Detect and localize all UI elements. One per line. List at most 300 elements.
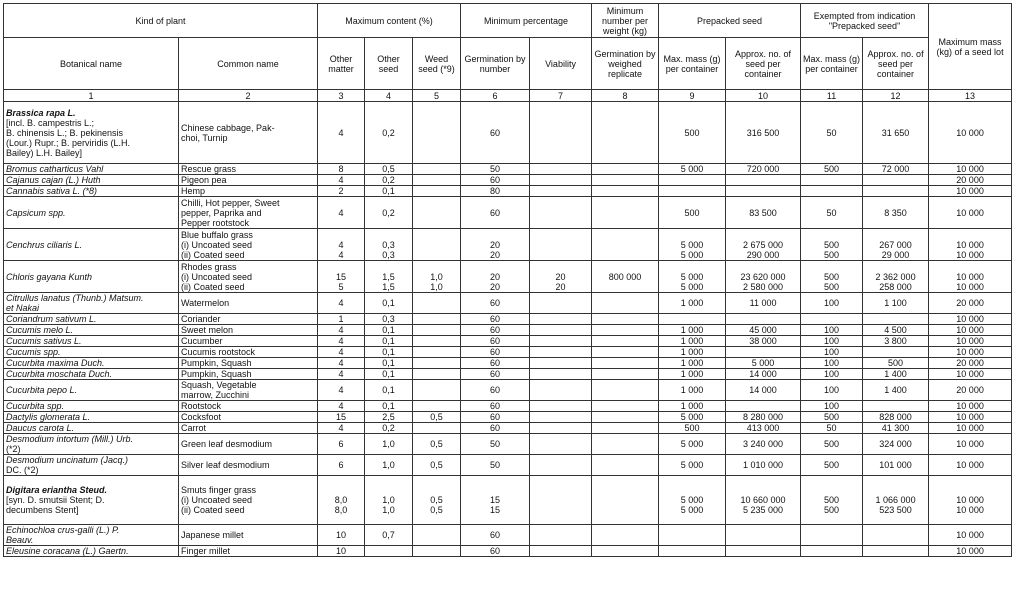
- common-name-line: (i) Uncoated seed: [181, 495, 253, 505]
- other-matter-cell: [318, 102, 365, 164]
- header-other-seed: Other seed: [365, 38, 413, 90]
- germination-by-weight-cell: [592, 164, 659, 175]
- cell-value: 29 000: [881, 249, 910, 260]
- common-name-line: Smuts finger grass: [181, 485, 257, 495]
- header-minimum-number: Minimum number per weight (kg): [592, 4, 659, 38]
- cell-value: 4: [338, 423, 344, 433]
- cell-value: [728, 262, 798, 272]
- germination-by-number-cell: [461, 546, 530, 557]
- header-common-name: Common name: [179, 38, 318, 90]
- cell-value: 20 000: [956, 385, 984, 395]
- table-row: [4, 336, 1012, 347]
- viability-cell: [530, 546, 592, 557]
- table-row: [4, 102, 1012, 164]
- max-lot-mass-cell: [929, 229, 1012, 261]
- seed-requirements-table: [3, 3, 1012, 557]
- weed-seed-cell: [413, 525, 461, 546]
- cell-value: 10 000: [956, 369, 984, 379]
- cell-value: 60: [490, 401, 501, 411]
- cell-value: [320, 262, 362, 272]
- prepacked-approx-seeds-cell: [726, 347, 801, 358]
- germination-by-weight-cell: [592, 293, 659, 314]
- exempt-approx-seeds-cell: [863, 229, 929, 261]
- common-name-cell: [179, 175, 318, 186]
- max-lot-mass-cell: [929, 197, 1012, 229]
- header-botanical-name: Botanical name: [4, 38, 179, 90]
- cell-value: 413 000: [746, 423, 780, 433]
- botanical-name-line: Bromus catharticus Vahl: [6, 164, 104, 174]
- cell-value: 100: [824, 401, 840, 411]
- cell-value: 500: [824, 271, 840, 282]
- other-matter-cell: [318, 314, 365, 325]
- cell-value: 20: [555, 271, 566, 282]
- germination-by-number-cell: [461, 412, 530, 423]
- cell-value: 15: [490, 495, 501, 505]
- cell-value: 10 000: [956, 530, 984, 540]
- viability-cell: [530, 197, 592, 229]
- header-viability: Viability: [530, 38, 592, 90]
- column-number: 1: [4, 90, 179, 102]
- prepacked-approx-seeds-cell: [726, 380, 801, 401]
- common-name-cell: [179, 325, 318, 336]
- max-lot-mass-cell: [929, 293, 1012, 314]
- cell-value: 60: [490, 175, 501, 185]
- cell-value: 5 000: [680, 281, 704, 292]
- common-name-line: Carrot: [181, 423, 207, 433]
- common-name-cell: [179, 423, 318, 434]
- cell-value: 1 400: [884, 385, 907, 395]
- cell-value: 10 000: [956, 239, 984, 250]
- cell-value: 20: [490, 281, 501, 292]
- exempt-max-mass-cell: [801, 293, 863, 314]
- common-name-line: Squash, Vegetable: [181, 380, 257, 390]
- cell-value: 1 000: [680, 325, 704, 335]
- viability-cell: [530, 369, 592, 380]
- botanical-name-cell: [4, 525, 179, 546]
- cell-value: 1,0: [382, 439, 395, 449]
- germination-by-weight-cell: [592, 525, 659, 546]
- germination-by-weight-cell: [592, 325, 659, 336]
- botanical-name-line: Citrullus lanatus (Thunb.) Matsum.: [6, 293, 144, 303]
- cell-value: 0,1: [382, 186, 395, 196]
- botanical-name-cell: [4, 325, 179, 336]
- exempt-max-mass-cell: [801, 102, 863, 164]
- viability-cell: [530, 358, 592, 369]
- exempt-approx-seeds-cell: [863, 186, 929, 197]
- common-name-line: Pumpkin, Squash: [181, 358, 252, 368]
- weed-seed-cell: [413, 164, 461, 175]
- column-number: 4: [365, 90, 413, 102]
- other-seed-cell: [365, 369, 413, 380]
- other-seed-cell: [365, 314, 413, 325]
- prepacked-approx-seeds-cell: [726, 293, 801, 314]
- max-lot-mass-cell: [929, 401, 1012, 412]
- common-name-line: Cocksfoot: [181, 412, 222, 422]
- prepacked-approx-seeds-cell: [726, 525, 801, 546]
- cell-value: 50: [826, 207, 837, 218]
- viability-cell: [530, 455, 592, 476]
- other-seed-cell: [365, 175, 413, 186]
- cell-value: [415, 262, 458, 272]
- common-name-cell: [179, 229, 318, 261]
- table-row: [4, 525, 1012, 546]
- cell-value: [728, 485, 798, 495]
- cell-value: 4: [338, 175, 344, 185]
- germination-by-number-cell: [461, 423, 530, 434]
- germination-by-number-cell: [461, 186, 530, 197]
- other-seed-cell: [365, 197, 413, 229]
- cell-value: [367, 230, 410, 240]
- exempt-approx-seeds-cell: [863, 380, 929, 401]
- cell-value: 31 650: [881, 127, 910, 138]
- max-lot-mass-cell: [929, 261, 1012, 293]
- prepacked-max-mass-cell: [659, 380, 726, 401]
- cell-value: 0,7: [382, 530, 395, 540]
- botanical-name-cell: [4, 434, 179, 455]
- prepacked-max-mass-cell: [659, 347, 726, 358]
- common-name-line: choi, Turnip: [181, 132, 228, 143]
- cell-value: 500: [824, 460, 840, 470]
- cell-value: 10 000: [956, 347, 984, 357]
- cell-value: 10 000: [956, 281, 984, 292]
- cell-value: 60: [490, 423, 501, 433]
- prepacked-max-mass-cell: [659, 455, 726, 476]
- cell-value: 4: [338, 239, 344, 250]
- botanical-name-cell: [4, 369, 179, 380]
- other-seed-cell: [365, 102, 413, 164]
- common-name-line: (ii) Coated seed: [181, 505, 245, 515]
- germination-by-number-cell: [461, 164, 530, 175]
- germination-by-weight-cell: [592, 261, 659, 293]
- cell-value: 0,1: [382, 336, 395, 346]
- prepacked-max-mass-cell: [659, 197, 726, 229]
- common-name-line: Hemp: [181, 186, 206, 196]
- viability-cell: [530, 325, 592, 336]
- cell-value: 0,5: [430, 439, 443, 449]
- exempt-approx-seeds-cell: [863, 546, 929, 557]
- cell-value: 720 000: [746, 164, 780, 174]
- botanical-name-cell: [4, 261, 179, 293]
- exempt-approx-seeds-cell: [863, 476, 929, 525]
- viability-cell: [530, 175, 592, 186]
- cell-value: 4: [338, 401, 344, 411]
- germination-by-weight-cell: [592, 412, 659, 423]
- cell-value: 1 000: [680, 369, 704, 379]
- botanical-name-line: Cucumis spp.: [6, 347, 61, 357]
- cell-value: 5 000: [680, 249, 704, 260]
- cell-value: [931, 262, 1009, 272]
- cell-value: 20: [555, 281, 566, 292]
- cell-value: 10 000: [956, 546, 984, 556]
- cell-value: 0,1: [382, 369, 395, 379]
- header-max-mass-container-exempt: Max. mass (g) per container: [801, 38, 863, 90]
- cell-value: [661, 230, 723, 240]
- exempt-approx-seeds-cell: [863, 455, 929, 476]
- other-seed-cell: [365, 476, 413, 525]
- common-name-cell: [179, 261, 318, 293]
- cell-value: 500: [824, 505, 840, 515]
- cell-value: 50: [490, 164, 501, 174]
- weed-seed-cell: [413, 369, 461, 380]
- exempt-max-mass-cell: [801, 380, 863, 401]
- cell-value: 1,0: [430, 281, 443, 292]
- cell-value: 2 362 000: [875, 271, 916, 282]
- viability-cell: [530, 401, 592, 412]
- weed-seed-cell: [413, 175, 461, 186]
- max-lot-mass-cell: [929, 546, 1012, 557]
- header-approx-no-seed-exempt: Approx. no. of seed per container: [863, 38, 929, 90]
- cell-value: 8,0: [334, 505, 348, 515]
- cell-value: 60: [490, 530, 501, 540]
- cell-value: 5 000: [680, 439, 704, 449]
- common-name-cell: [179, 314, 318, 325]
- other-seed-cell: [365, 401, 413, 412]
- column-number: 3: [318, 90, 365, 102]
- prepacked-max-mass-cell: [659, 546, 726, 557]
- cell-value: [728, 230, 798, 240]
- exempt-approx-seeds-cell: [863, 261, 929, 293]
- cell-value: 10 000: [956, 412, 984, 422]
- weed-seed-cell: [413, 434, 461, 455]
- cell-value: 267 000: [879, 239, 912, 250]
- cell-value: 60: [490, 546, 501, 556]
- weed-seed-cell: [413, 401, 461, 412]
- header-other-matter: Other matter: [318, 38, 365, 90]
- other-seed-cell: [365, 358, 413, 369]
- weed-seed-cell: [413, 380, 461, 401]
- cell-value: 10 000: [956, 439, 984, 449]
- germination-by-number-cell: [461, 293, 530, 314]
- cell-value: 1,0: [382, 505, 395, 515]
- cell-value: 10 000: [956, 401, 984, 411]
- viability-cell: [530, 186, 592, 197]
- germination-by-weight-cell: [592, 347, 659, 358]
- other-seed-cell: [365, 325, 413, 336]
- botanical-name-cell: [4, 164, 179, 175]
- cell-value: 6: [338, 439, 344, 449]
- weed-seed-cell: [413, 102, 461, 164]
- cell-value: 5: [338, 281, 344, 292]
- header-germination-by-weight: Germination by weighed replicate: [592, 38, 659, 90]
- prepacked-approx-seeds-cell: [726, 423, 801, 434]
- table-row: [4, 401, 1012, 412]
- germination-by-number-cell: [461, 380, 530, 401]
- table-row: [4, 476, 1012, 525]
- prepacked-approx-seeds-cell: [726, 401, 801, 412]
- prepacked-max-mass-cell: [659, 293, 726, 314]
- common-name-cell: [179, 401, 318, 412]
- cell-value: 500: [824, 164, 840, 174]
- germination-by-weight-cell: [592, 369, 659, 380]
- other-matter-cell: [318, 175, 365, 186]
- botanical-name-line: Cucumis sativus L.: [6, 336, 82, 346]
- cell-value: 828 000: [879, 412, 912, 422]
- other-matter-cell: [318, 434, 365, 455]
- column-number: 8: [592, 90, 659, 102]
- max-lot-mass-cell: [929, 455, 1012, 476]
- max-lot-mass-cell: [929, 369, 1012, 380]
- table-row: [4, 186, 1012, 197]
- header-exempted: Exempted from indication "Prepacked seed": [801, 4, 929, 38]
- max-lot-mass-cell: [929, 476, 1012, 525]
- cell-value: 60: [490, 127, 501, 138]
- common-name-line: marrow, Zucchini: [181, 390, 250, 400]
- other-seed-cell: [365, 336, 413, 347]
- cell-value: 60: [490, 207, 501, 218]
- common-name-line: Cucumis rootstock: [181, 347, 256, 357]
- cell-value: 60: [490, 358, 501, 368]
- table-row: [4, 423, 1012, 434]
- botanical-name-cell: [4, 358, 179, 369]
- germination-by-number-cell: [461, 401, 530, 412]
- exempt-approx-seeds-cell: [863, 434, 929, 455]
- prepacked-approx-seeds-cell: [726, 175, 801, 186]
- max-lot-mass-cell: [929, 175, 1012, 186]
- header-kind-of-plant: Kind of plant: [4, 4, 318, 38]
- botanical-name-line: Cajanus cajan (L.) Huth: [6, 175, 101, 185]
- exempt-max-mass-cell: [801, 546, 863, 557]
- weed-seed-cell: [413, 325, 461, 336]
- cell-value: 60: [490, 385, 501, 395]
- table-row: [4, 412, 1012, 423]
- prepacked-approx-seeds-cell: [726, 197, 801, 229]
- weed-seed-cell: [413, 347, 461, 358]
- exempt-approx-seeds-cell: [863, 336, 929, 347]
- other-matter-cell: [318, 261, 365, 293]
- prepacked-max-mass-cell: [659, 412, 726, 423]
- prepacked-max-mass-cell: [659, 261, 726, 293]
- cell-value: [865, 230, 926, 240]
- table-row: [4, 229, 1012, 261]
- cell-value: 10 000: [956, 505, 984, 515]
- cell-value: 500: [684, 207, 700, 218]
- cell-value: 1 000: [680, 347, 704, 357]
- botanical-name-line: DC. (*2): [6, 465, 39, 475]
- other-seed-cell: [365, 525, 413, 546]
- prepacked-approx-seeds-cell: [726, 336, 801, 347]
- cell-value: 1 000: [680, 336, 704, 346]
- exempt-max-mass-cell: [801, 261, 863, 293]
- cell-value: 500: [888, 358, 904, 368]
- cell-value: 100: [824, 385, 840, 395]
- cell-value: [803, 262, 860, 272]
- germination-by-weight-cell: [592, 102, 659, 164]
- cell-value: 1: [338, 314, 344, 324]
- common-name-cell: [179, 164, 318, 175]
- prepacked-max-mass-cell: [659, 175, 726, 186]
- germination-by-number-cell: [461, 102, 530, 164]
- max-lot-mass-cell: [929, 164, 1012, 175]
- weed-seed-cell: [413, 423, 461, 434]
- germination-by-weight-cell: [592, 423, 659, 434]
- common-name-line: Rescue grass: [181, 164, 237, 174]
- botanical-name-cell: [4, 186, 179, 197]
- cell-value: 5 000: [680, 412, 704, 422]
- cell-value: [803, 230, 860, 240]
- cell-value: 83 500: [749, 207, 777, 218]
- cell-value: 100: [824, 325, 840, 335]
- viability-cell: [530, 525, 592, 546]
- common-name-line: (ii) Coated seed: [181, 281, 245, 292]
- exempt-approx-seeds-cell: [863, 197, 929, 229]
- germination-by-number-cell: [461, 314, 530, 325]
- common-name-line: Rhodes grass: [181, 261, 237, 272]
- exempt-approx-seeds-cell: [863, 423, 929, 434]
- germination-by-weight-cell: [592, 476, 659, 525]
- cell-value: 4: [338, 369, 344, 379]
- prepacked-approx-seeds-cell: [726, 229, 801, 261]
- cell-value: 5 000: [751, 358, 775, 368]
- botanical-name-cell: [4, 293, 179, 314]
- cell-value: 1,0: [382, 460, 395, 470]
- germination-by-number-cell: [461, 336, 530, 347]
- other-seed-cell: [365, 293, 413, 314]
- column-number-row: [4, 90, 1012, 102]
- cell-value: [594, 282, 656, 292]
- cell-value: 10 000: [956, 325, 984, 335]
- cell-value: 316 500: [746, 127, 780, 138]
- botanical-name-cell: [4, 546, 179, 557]
- other-seed-cell: [365, 164, 413, 175]
- column-number: 12: [863, 90, 929, 102]
- common-name-line: Sweet melon: [181, 325, 234, 335]
- botanical-name-cell: [4, 175, 179, 186]
- common-name-line: Pumpkin, Squash: [181, 369, 252, 379]
- exempt-approx-seeds-cell: [863, 347, 929, 358]
- exempt-max-mass-cell: [801, 412, 863, 423]
- weed-seed-cell: [413, 476, 461, 525]
- other-matter-cell: [318, 380, 365, 401]
- cell-value: 2: [338, 186, 344, 196]
- exempt-approx-seeds-cell: [863, 401, 929, 412]
- table-row: [4, 261, 1012, 293]
- prepacked-max-mass-cell: [659, 358, 726, 369]
- germination-by-number-cell: [461, 325, 530, 336]
- germination-by-number-cell: [461, 525, 530, 546]
- header-max-mass-container: Max. mass (g) per container: [659, 38, 726, 90]
- germination-by-number-cell: [461, 455, 530, 476]
- cell-value: 80: [490, 186, 501, 196]
- exempt-approx-seeds-cell: [863, 293, 929, 314]
- table-row: [4, 380, 1012, 401]
- exempt-max-mass-cell: [801, 455, 863, 476]
- prepacked-approx-seeds-cell: [726, 186, 801, 197]
- cell-value: 38 000: [749, 336, 777, 346]
- viability-cell: [530, 229, 592, 261]
- prepacked-max-mass-cell: [659, 423, 726, 434]
- cell-value: 5 000: [680, 460, 704, 470]
- botanical-name-line: Digitara eriantha Steud.: [6, 485, 108, 495]
- max-lot-mass-cell: [929, 347, 1012, 358]
- cell-value: 3 800: [884, 336, 907, 346]
- cell-value: 0,1: [382, 347, 395, 357]
- common-name-line: Japanese millet: [181, 530, 244, 540]
- viability-cell: [530, 423, 592, 434]
- cell-value: 2,5: [382, 412, 395, 422]
- germination-by-number-cell: [461, 434, 530, 455]
- botanical-name-line: (Lour.) Rupr.; B. perviridis (L.H.: [6, 137, 131, 148]
- cell-value: 20: [490, 271, 501, 282]
- table-row: [4, 164, 1012, 175]
- common-name-cell: [179, 455, 318, 476]
- prepacked-approx-seeds-cell: [726, 261, 801, 293]
- cell-value: 1 000: [680, 358, 704, 368]
- prepacked-approx-seeds-cell: [726, 455, 801, 476]
- common-name-cell: [179, 434, 318, 455]
- viability-cell: [530, 314, 592, 325]
- cell-value: 0,5: [430, 412, 443, 422]
- weed-seed-cell: [413, 293, 461, 314]
